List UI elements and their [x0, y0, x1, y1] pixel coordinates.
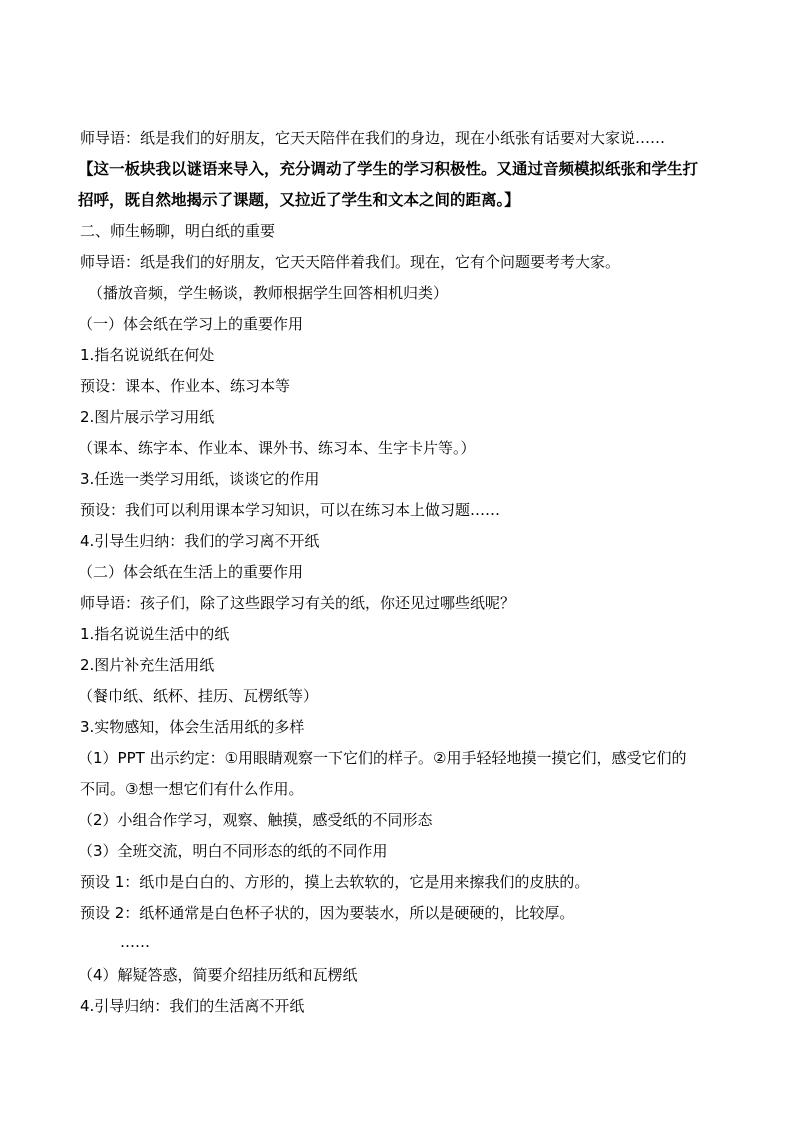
text-line: 预设 1：纸巾是白白的、方形的，摸上去软软的，它是用来擦我们的皮肤的。 — [80, 873, 590, 891]
text-line: 不同。③想一想它们有什么作用。 — [80, 780, 304, 798]
text-line: 师导语：纸是我们的好朋友，它天天陪伴着我们。现在，它有个问题要考考大家。 — [80, 253, 621, 271]
text-line: （播放音频，学生畅谈，教师根据学生回答相机归类） — [88, 284, 449, 302]
text-line: 3.任选一类学习用纸，谈谈它的作用 — [80, 470, 320, 488]
text-line: 4.引导生归纳：我们的学习离不开纸 — [80, 532, 320, 550]
ellipsis-line: …… — [120, 933, 150, 951]
text-line: 预设 2：纸杯通常是白色杯子状的，因为要装水，所以是硬硬的，比较厚。 — [80, 904, 575, 922]
text-line: （餐巾纸、纸杯、挂历、瓦楞纸等） — [78, 687, 319, 705]
text-line: 师导语：孩子们，除了这些跟学习有关的纸，你还见过哪些纸呢？ — [80, 594, 516, 612]
text-line: （2）小组合作学习，观察、触摸，感受纸的不同形态 — [78, 811, 433, 829]
text-line: （课本、练字本、作业本、课外书、练习本、生字卡片等。） — [78, 439, 476, 457]
text-line: （4）解疑答惑，简要介绍挂历纸和瓦楞纸 — [78, 966, 358, 984]
commentary-line: 招呼，既自然地揭示了课题，又拉近了学生和文本之间的距离。】 — [78, 191, 520, 209]
text-line: 1.指名说说纸在何处 — [80, 346, 215, 364]
subsection-heading: （一）体会纸在学习上的重要作用 — [78, 315, 304, 333]
subsection-heading: （二）体会纸在生活上的重要作用 — [78, 563, 304, 581]
text-line: 预设：课本、作业本、练习本等 — [80, 377, 291, 395]
section-heading: 二、师生畅聊，明白纸的重要 — [80, 222, 276, 240]
text-line: 1.指名说说生活中的纸 — [80, 625, 230, 643]
text-line: 4.引导归纳：我们的生活离不开纸 — [80, 997, 305, 1015]
text-line: （3）全班交流，明白不同形态的纸的不同作用 — [78, 842, 388, 860]
text-line: 3.实物感知，体会生活用纸的多样 — [80, 718, 305, 736]
text-line: 师导语：纸是我们的好朋友，它天天陪伴在我们的身边，现在小纸张有话要对大家说…… — [80, 129, 666, 147]
text-line: （1）PPT 出示约定：①用眼睛观察一下它们的样子。②用手轻轻地摸一摸它们，感受它们的 — [78, 749, 687, 767]
text-line: 2.图片补充生活用纸 — [80, 656, 215, 674]
text-line: 预设：我们可以利用课本学习知识，可以在练习本上做习题…… — [80, 501, 501, 519]
text-line: 2.图片展示学习用纸 — [80, 408, 215, 426]
commentary-line: 【这一板块我以谜语来导入，充分调动了学生的学习积极性。又通过音频模拟纸张和学生打 — [78, 160, 699, 178]
